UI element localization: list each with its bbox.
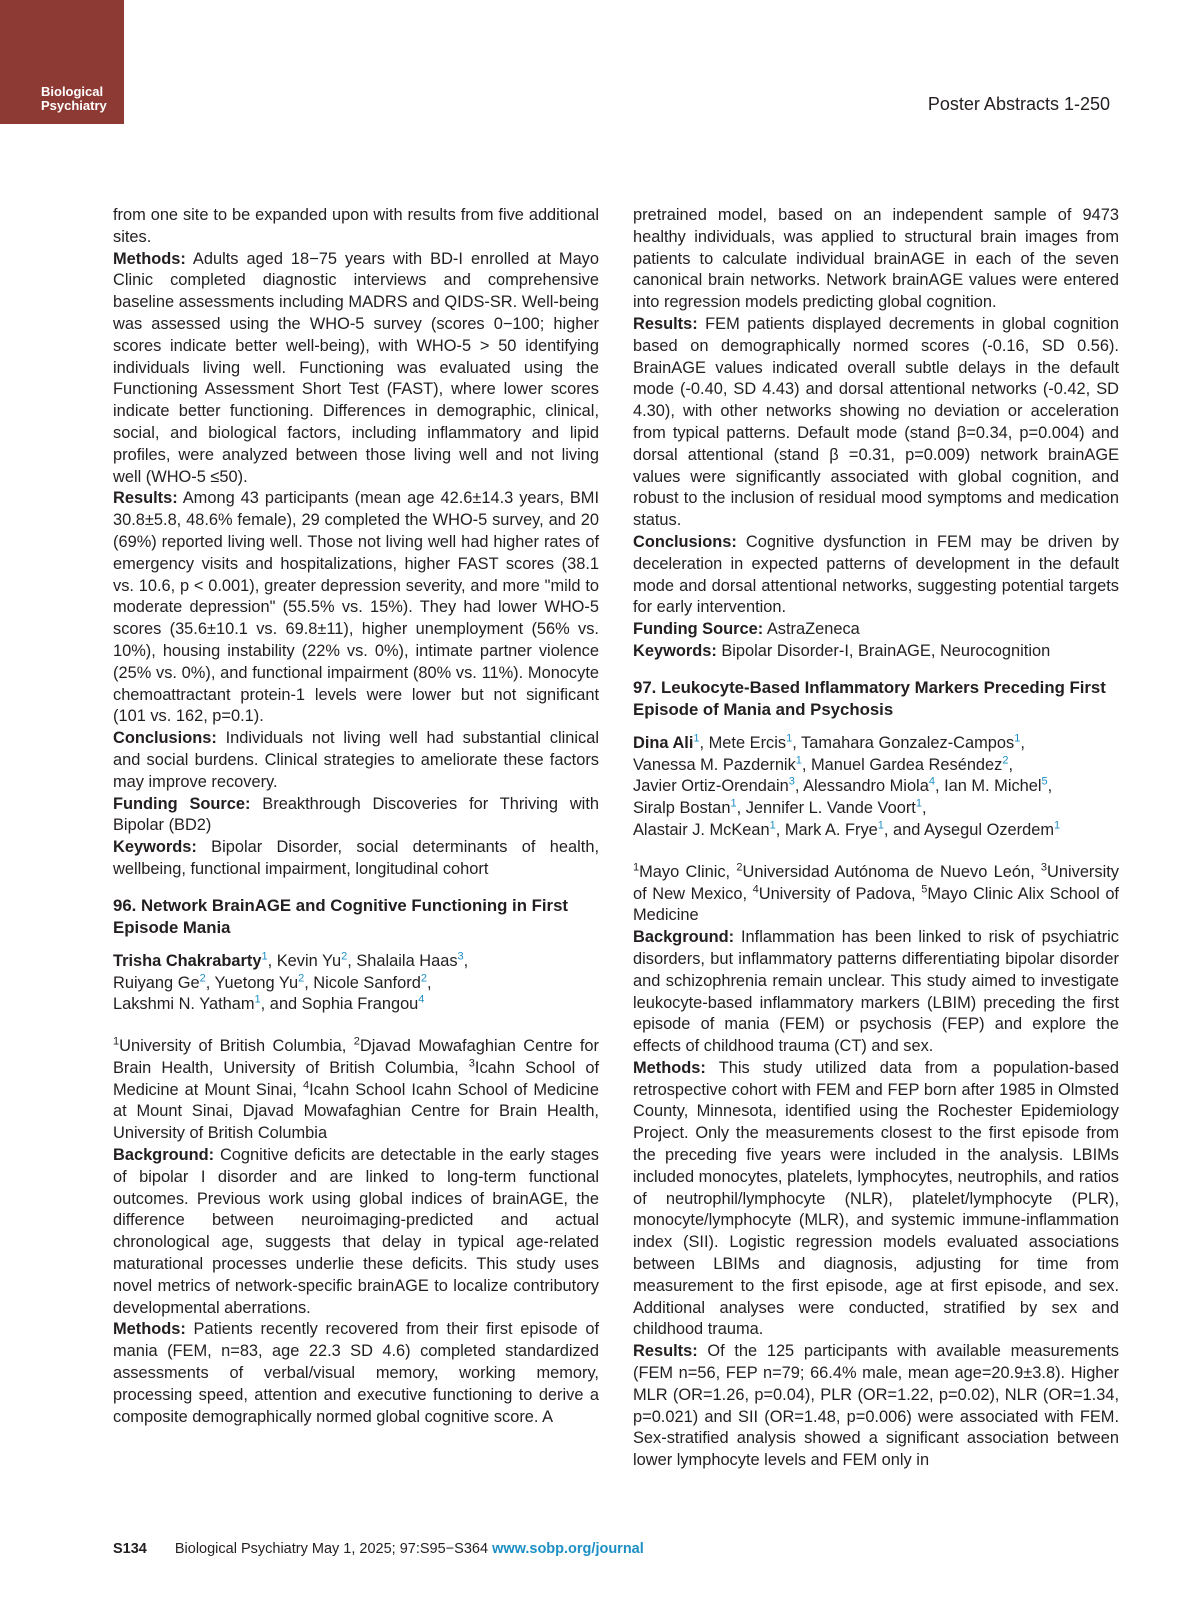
journal-logo-line2: Psychiatry bbox=[41, 98, 107, 113]
section-label: Keywords: bbox=[633, 641, 717, 660]
section-label: Background: bbox=[113, 1146, 215, 1165]
author-name: Aysegul Ozerdem bbox=[924, 820, 1054, 839]
author-affiliation-mark: 1 bbox=[254, 993, 261, 1006]
author-affiliation-mark: 3 bbox=[788, 775, 795, 788]
right-column bbox=[633, 205, 1119, 1472]
section-paragraph: Results: FEM patients displayed decrements in global cognition based on demographically normed scores (-0.16, SD 0.56). BrainAGE values indicated overall subtle delays in the default mode (-0.40, SD 4.43) and dorsal attentional networks (-0.42, SD 4.30), with other networks showing no deviation or acceleration from typical patterns. Default mode (stand β=0.34, p=0.004) and dorsal attentional (stand β =0.31, p=0.009) network brainAGE values were significantly associated with global cognition, and robust to the inclusion of residual mood symptoms and medication status. bbox=[633, 314, 1119, 530]
author-name: Sophia Frangou bbox=[301, 995, 419, 1014]
section-label: Funding Source: bbox=[633, 620, 764, 639]
section-paragraph: Keywords: Bipolar Disorder, social determinants of health, wellbeing, functional impairment, longitudinal cohort bbox=[113, 838, 599, 878]
author-name: Kevin Yu bbox=[276, 951, 342, 970]
section-paragraph: Keywords: Bipolar Disorder-I, BrainAGE, Neurocognition bbox=[633, 641, 1051, 660]
author-affiliation-mark: 1 bbox=[693, 732, 700, 745]
author-affiliation-mark: 1 bbox=[1014, 732, 1021, 745]
author-name: Alessandro Miola bbox=[803, 777, 929, 796]
author-name: Dina Ali bbox=[633, 733, 694, 752]
author-name: Jennifer L. Vande Voort bbox=[745, 799, 916, 818]
author-name: Manuel Gardea Reséndez bbox=[811, 755, 1003, 774]
author-name: Mete Ercis bbox=[708, 733, 787, 752]
section-paragraph: Funding Source: Breakthrough Discoveries for Thriving with Bipolar (BD2) bbox=[113, 794, 599, 835]
section-label: Results: bbox=[113, 489, 178, 508]
continued-abstract-95 bbox=[113, 205, 599, 881]
author-name: Mark A. Frye bbox=[784, 820, 878, 839]
section-paragraph: Conclusions: Individuals not living well had substantial clinical and social burdens. Clinical strategies to ameliorate these factors may improve recovery. bbox=[113, 729, 599, 791]
section-label: Methods: bbox=[113, 1320, 186, 1339]
author-list: Dina Ali$^1$, Mete Ercis$^1$, Tamahara Gonzalez-Campos$^1$, Vanessa M. Pazdernik$^1$, Manuel Gardea Reséndez$^2$, Javier Ortiz-Orendain$^3$, Alessandro Miola$^4$, Ian M. Michel$^5$, Siralp Bostan$^1$, Jennifer L. Vande Voort$^1$, Alastair J. McKean$^1$, Mark A. Frye$^1$, and Aysegul Ozerdem$^1$ bbox=[633, 732, 1061, 839]
section-paragraph: pretrained model, based on an independent sample of 9473 healthy individuals, was applied to structural brain images from patients to calculate individual brainAGE in each of the seven canonical brain networks. Network brainAGE values were entered into regression models predicting global cognition. bbox=[633, 206, 1119, 312]
running-head: Poster Abstracts 1-250 bbox=[927, 94, 1110, 114]
section-paragraph: Methods: This study utilized data from a population-based retrospective cohort with FEM and FEP born after 1985 in Olmsted County, Minnesota, identified using the Rochester Epidemiology Project. Only the measurements closest to the first episode from the preceding five years were included in the analysis. LBIMs included monocytes, platelets, lymphocytes, neutrophils, and ratios of neutrophil/lymphocyte (NLR), platelet/lymphocyte (PLR), monocyte/lymphocyte (MLR), and systemic immune-inflammation index (SII). Logistic regression models evaluated associations between LBIMs and diagnosis, adjusting for time from measurement to the first episode, age at first episode, and sex. Additional analyses were conducted, stratified by sex and childhood trauma. bbox=[633, 1058, 1119, 1339]
section-paragraph: Methods: Adults aged 18−75 years with BD-I enrolled at Mayo Clinic completed diagnostic interviews and comprehensive baseline assessments including MADRS and QIDS-SR. Well-being was assessed using the WHO-5 survey (scores 0−100; higher scores indicate better well-being), with WHO-5 > 50 identifying individuals living well. Functioning was evaluated using the Functioning Assessment Short Test (FAST), where lower scores indicate better functioning. Differences in demographic, clinical, social, and biological factors, including inflammatory and lipid profiles, were analyzed between those living well and not living well (WHO-5 ≤50). bbox=[113, 249, 599, 486]
journal-logo bbox=[0, 0, 124, 124]
abstract-97 bbox=[633, 677, 1119, 1472]
author-name: Shalaila Haas bbox=[356, 951, 458, 970]
journal-logo-line1: Biological bbox=[41, 84, 104, 99]
author-affiliation-mark: 2 bbox=[341, 950, 348, 963]
section-label: Conclusions: bbox=[113, 729, 217, 748]
author-name: Yuetong Yu bbox=[214, 973, 299, 992]
page-number: S134 bbox=[113, 1541, 147, 1557]
author-affiliation-mark: 1 bbox=[1054, 819, 1061, 832]
author-name: Javier Ortiz-Orendain bbox=[633, 777, 789, 796]
section-label: Conclusions: bbox=[633, 532, 737, 551]
author-name: Lakshmi N. Yatham bbox=[113, 995, 255, 1014]
author-affiliation-mark: 3 bbox=[457, 950, 464, 963]
journal-url-link[interactable]: www.sobp.org/journal bbox=[492, 1541, 644, 1557]
section-label: Methods: bbox=[113, 249, 186, 268]
section-label: Funding Source: bbox=[113, 794, 251, 813]
journal-citation: Biological Psychiatry May 1, 2025; 97:S95−S364 bbox=[174, 1541, 493, 1557]
author-affiliation-mark: 4 bbox=[928, 775, 935, 788]
abstract-title: 96. Network BrainAGE and Cognitive Functioning in First Episode Mania bbox=[113, 895, 568, 937]
author-name: Trisha Chakrabarty bbox=[113, 951, 262, 970]
section-paragraph: from one site to be expanded upon with results from five additional sites. bbox=[113, 206, 599, 246]
abstract-96 bbox=[113, 895, 599, 1429]
section-paragraph: Background: Cognitive deficits are detectable in the early stages of bipolar I disorder and are linked to long-term functional outcomes. Previous work using global indices of brainAGE, the difference between neuroimaging-predicted and actual chronological age, suggests that delay in typical age-related maturational processes underlie these deficits. This study uses novel metrics of network-specific brainAGE to localize contributory developmental aberrations. bbox=[113, 1146, 599, 1317]
author-affiliation-mark: 4 bbox=[418, 993, 425, 1006]
author-name: Alastair J. McKean bbox=[633, 820, 770, 839]
author-affiliation-mark: 1 bbox=[261, 950, 268, 963]
author-affiliation-mark: 1 bbox=[730, 797, 737, 810]
affiliation-list: $^1$University of British Columbia, $^2$Djavad Mowafaghian Centre for Brain Health, University of British Columbia, $^3$Icahn School of Medicine at Mount Sinai, $^4$Icahn School Icahn School of Medicine at Mount Sinai, Djavad Mowafaghian Centre for Brain Health, University of British Columbia bbox=[113, 1035, 599, 1143]
author-name: Tamahara Gonzalez-Campos bbox=[801, 733, 1015, 752]
left-column bbox=[113, 205, 599, 1428]
page-footer bbox=[113, 1541, 644, 1557]
section-label: Methods: bbox=[633, 1058, 706, 1077]
section-paragraph: Background: Inflammation has been linked to risk of psychiatric disorders, but inflammatory patterns differentiating bipolar disorder and schizophrenia remain unclear. This study aimed to investigate leukocyte-based inflammatory markers (LBIM) preceding the first episode of mania (FEM) or psychosis (FEP) and explore the effects of childhood trauma (CT) and sex. bbox=[633, 928, 1119, 1056]
author-affiliation-mark: 1 bbox=[795, 754, 802, 767]
author-name: Ruiyang Ge bbox=[113, 973, 200, 992]
author-affiliation-mark: 2 bbox=[1002, 754, 1009, 767]
continued-abstract-96 bbox=[633, 205, 1119, 663]
author-affiliation-mark: 1 bbox=[915, 797, 922, 810]
section-label: Keywords: bbox=[113, 838, 197, 857]
author-name: Nicole Sanford bbox=[313, 973, 421, 992]
section-paragraph: Results: Of the 125 participants with available measurements (FEM n=56, FEP n=79; 66.4% male, mean age=20.9±3.8). Higher MLR (OR=1.26, p=0.04), PLR (OR=1.22, p=0.02), NLR (OR=1.34, p=0.021) and SII (OR=1.48, p=0.006) were associated with FEM. Sex-stratified analysis showed a significant association between lower lymphocyte levels and FEM only in bbox=[633, 1342, 1119, 1470]
author-affiliation-mark: 2 bbox=[420, 972, 427, 985]
section-paragraph: Funding Source: AstraZeneca bbox=[633, 620, 860, 639]
section-paragraph: Conclusions: Cognitive dysfunction in FEM may be driven by deceleration in expected patterns of development in the default mode and dorsal attentional networks, suggesting potential targets for early intervention. bbox=[633, 532, 1119, 617]
author-name: Ian M. Michel bbox=[944, 777, 1042, 796]
section-paragraph: Methods: Patients recently recovered from their first episode of mania (FEM, n=83, age 22.3 SD 4.6) completed standardized assessments of verbal/visual memory, working memory, processing speed, attention and executive functioning to derive a composite demographically normed global cognitive score. A bbox=[113, 1320, 599, 1426]
author-name: Vanessa M. Pazdernik bbox=[633, 755, 796, 774]
author-affiliation-mark: 1 bbox=[877, 819, 884, 832]
author-name: Siralp Bostan bbox=[633, 799, 731, 818]
abstract-title: 97. Leukocyte-Based Inflammatory Markers Preceding First Episode of Mania and Psychosis bbox=[633, 677, 1106, 719]
author-affiliation-mark: 2 bbox=[199, 972, 206, 985]
author-affiliation-mark: 5 bbox=[1041, 775, 1048, 788]
author-affiliation-mark: 1 bbox=[769, 819, 776, 832]
section-label: Results: bbox=[633, 314, 698, 333]
author-affiliation-mark: 1 bbox=[786, 732, 793, 745]
section-label: Results: bbox=[633, 1342, 698, 1361]
affiliation-list: $^1$Mayo Clinic, $^2$Universidad Autónoma de Nuevo León, $^3$University of New Mexico, $^4$University of Padova, $^5$Mayo Clinic Alix School of Medicine bbox=[633, 861, 1119, 925]
section-label: Background: bbox=[633, 928, 735, 947]
author-list: Trisha Chakrabarty$^1$, Kevin Yu$^2$, Shalaila Haas$^3$, Ruiyang Ge$^2$, Yuetong Yu$^2$, Nicole Sanford$^2$, Lakshmi N. Yatham$^1$, and Sophia Frangou$^4$ bbox=[113, 950, 469, 1014]
author-affiliation-mark: 2 bbox=[298, 972, 305, 985]
section-paragraph: Results: Among 43 participants (mean age 42.6±14.3 years, BMI 30.8±5.8, 48.6% female), 29 completed the WHO-5 survey, and 20 (69%) reported living well. Those not living well had higher rates of emergency visits and hospitalizations, higher FAST scores (38.1 vs. 10.6, p < 0.001), greater depression severity, and more "mild to moderate depression" (55.5% vs. 15%). They had lower WHO-5 scores (35.6±10.1 vs. 69.8±11), higher unemployment (56% vs. 10%), housing instability (22% vs. 0%), intimate partner violence (25% vs. 0%), and functional impairment (80% vs. 11%). Monocyte chemoattractant protein-1 levels were lower but not significant (101 vs. 162, p=0.1). bbox=[113, 489, 599, 726]
